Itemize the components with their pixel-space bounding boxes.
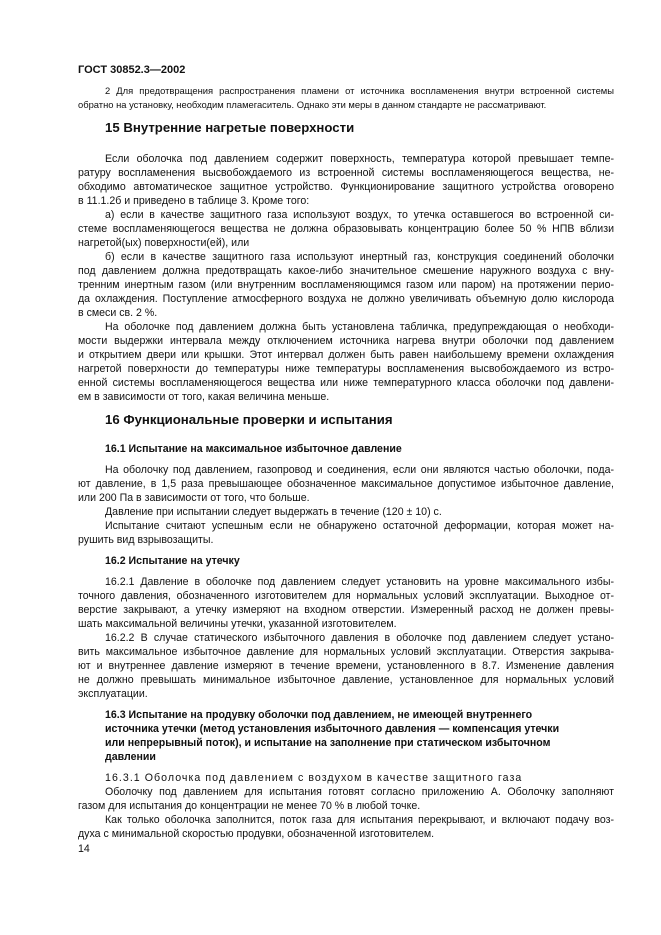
text-line: шать максимальной величины утечки, указанной изготовителем.	[78, 618, 397, 630]
paragraph	[78, 152, 614, 208]
text-line: 16.3.1 Оболочка под давлением с воздухом в качестве защитного газа	[105, 772, 523, 784]
paragraph	[78, 519, 614, 547]
text-line: Если оболочка под давлением содержит поверхность, температура которой превышает темпе-	[105, 153, 614, 165]
text-line: и открытием двери или крышки. Этот интервал должен быть равен наибольшему времени охлаждения	[78, 349, 614, 361]
paragraph	[78, 785, 614, 813]
text-line: нагретой(ых) поверхности(ей), или	[78, 237, 250, 249]
text-line: 16.2.1 Давление в оболочке под давлением следует установить на уровне максимального избы-	[105, 576, 614, 588]
subsection-heading	[78, 708, 614, 764]
text-line: 2 Для предотвращения распространения пламени от источника воспламенения внутри встроенной системы	[105, 85, 614, 96]
text-line: под давлением должна предотвращать какое-либо значительное смешение наружного воздуха с вну-	[78, 265, 614, 277]
subsection-heading	[78, 554, 614, 568]
text-line: На оболочку под давлением, газопровод и соединения, если они являются частью оболочки, пода-	[105, 464, 614, 476]
paragraph	[78, 208, 614, 250]
document-header: ГОСТ 30852.3—2002	[78, 64, 186, 76]
text-line: ют и внутреннее давление измеряют в течение времени, установленного в 8.7. Изменение давления	[78, 660, 614, 672]
text-line: ем в зависимости от того, какая величина меньше.	[78, 391, 330, 403]
text-line: Оболочку под давлением для испытания готовят согласно приложению А. Оболочку заполняют	[105, 786, 614, 798]
paragraph	[78, 320, 614, 404]
text-line: Испытание считают успешным если не обнаружено остаточной деформации, которая может на-	[105, 520, 614, 532]
text-line: не должно превышать минимальное избыточное давление, установленное для нормальных условий	[78, 674, 614, 686]
paragraph	[78, 771, 614, 785]
text-line: 16.3 Испытание на продувку оболочки под давлением, не имеющей внутреннего	[105, 709, 533, 721]
text-line: или непрерывный поток), и испытание на заполнение при статическом избыточном	[105, 737, 551, 749]
text-line: 16.2 Испытание на утечку	[105, 555, 240, 567]
paragraph	[78, 575, 614, 631]
text-line: ют давление, в 1,5 раза превышающее обозначенное максимальное допустимое избыточное давление,	[78, 478, 614, 490]
text-line: обходимо автоматическое защитное устройство. Функционирование защитного устройства оговорено	[78, 181, 614, 193]
text-line: На оболочке под давлением должна быть установлена табличка, предупреждающая о необходи-	[105, 321, 614, 333]
text-line: давлении	[105, 751, 156, 763]
text-line: газом для испытания до концентрации не менее 70 % в любой точке.	[78, 800, 421, 812]
section-heading: 16 Функциональные проверки и испытания	[105, 412, 393, 427]
text-line: стеме воспламеняющегося вещества не должна образовывать концентрацию более 50 % НПВ вблизи	[78, 223, 614, 235]
text-line: вить максимальное избыточное давление для нормальных условий эксплуатации. Отверстия закрыва-	[78, 646, 614, 658]
paragraph	[78, 505, 614, 519]
text-line: точного давления, обозначенного изготовителем для нормальных условий эксплуатации. Выходное от-	[78, 590, 614, 602]
text-line: источника утечки (метод установления избыточного давления — компенсация утечки	[105, 723, 560, 735]
text-line: верстие закрывают, а утечку измеряют на входном отверстии. Измеренный расход не должен превы-	[78, 604, 614, 616]
text-line: да охлаждения. Поступление атмосферного воздуха не должно увеличивать объемную долю кислорода	[78, 293, 614, 305]
text-line: в 11.1.2б и приведено в таблице 3. Кроме того:	[78, 195, 310, 207]
document-body	[78, 84, 614, 841]
text-line: духа с минимальной скоростью продувки, обозначенной изготовителем.	[78, 828, 435, 840]
text-line: или 200 Па в зависимости от того, что больше.	[78, 492, 310, 504]
text-line: обратно на установку, необходим пламегаситель. Однако эти меры в данном стандарте не рассматривают.	[78, 99, 547, 110]
text-line: Давление при испытании следует выдержать в течение (120 ± 10) с.	[105, 506, 442, 518]
paragraph	[78, 631, 614, 701]
text-line: а) если в качестве защитного газа используют воздух, то утечка оставшегося во встроенной си-	[105, 209, 614, 221]
text-line: енной системы воспламеняющегося вещества или ниже температурного класса оболочки под давлени-	[78, 377, 614, 389]
text-line: нагретой поверхности до температуры ниже температуры воспламенения высвобождаемого из встро-	[78, 363, 614, 375]
note-paragraph	[78, 84, 614, 112]
text-line: эксплуатации.	[78, 688, 148, 700]
section-heading: 15 Внутренние нагретые поверхности	[105, 120, 355, 135]
text-line: 16.1 Испытание на максимальное избыточное давление	[105, 443, 402, 455]
text-line: 16.2.2 В случае статического избыточного давления в оболочке под давлением следует устано-	[105, 632, 614, 644]
text-line: мости выдержки интервала между отключением источника нагрева внутри оболочки под давлением	[78, 335, 614, 347]
paragraph	[78, 813, 614, 841]
paragraph	[78, 250, 614, 320]
text-line: в смеси св. 2 %.	[78, 307, 158, 319]
document-page	[78, 63, 614, 856]
text-line: тренним инертным газом (или внутренним воспламеняющимся газом или паром) на протяжении перио-	[78, 279, 614, 291]
text-line: рушить вид взрывозащиты.	[78, 534, 214, 546]
subsection-heading	[78, 442, 614, 456]
page-number: 14	[78, 843, 90, 855]
text-line: б) если в качестве защитного газа используют инертный газ, конструкция соединений оболочки	[105, 251, 614, 263]
text-line: Как только оболочка заполнится, поток газа для испытания перекрывают, и включают подачу воз-	[105, 814, 614, 826]
paragraph	[78, 463, 614, 505]
text-line: ратуру воспламенения высвобождаемого из встроенной системы воспламеняющегося вещества, не-	[78, 167, 614, 179]
